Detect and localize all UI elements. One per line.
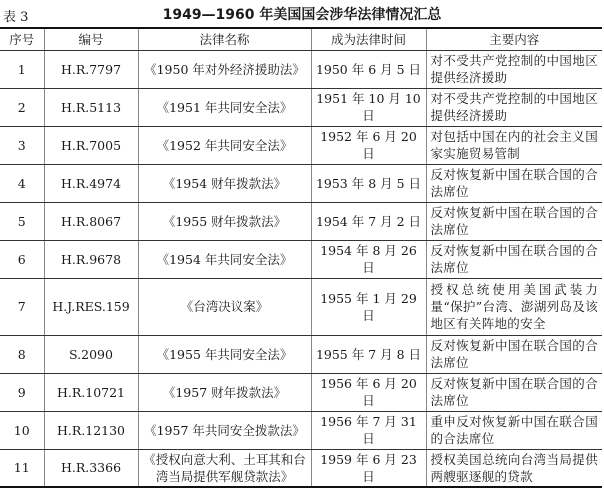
table-row xyxy=(0,335,602,373)
cell-code: H.R.9678 xyxy=(44,240,138,278)
cell-no: 5 xyxy=(0,202,44,240)
cell-law-name: 《1952 年共同安全法》 xyxy=(138,126,311,164)
cell-content: 反对恢复新中国在联合国的合法席位 xyxy=(426,240,602,278)
cell-law-name: 《1957 财年拨款法》 xyxy=(138,373,311,411)
cell-law-name: 《1957 年共同安全拨款法》 xyxy=(138,411,311,449)
cell-law-name: 《1955 财年拨款法》 xyxy=(138,202,311,240)
cell-content: 反对恢复新中国在联合国的合法席位 xyxy=(426,373,602,411)
column-header-code: 编号 xyxy=(44,28,138,50)
table-title: 1949—1960 年美国国会涉华法律情况汇总 xyxy=(162,7,442,23)
cell-code: H.R.8067 xyxy=(44,202,138,240)
cell-law-name: 《1955 年共同安全法》 xyxy=(138,335,311,373)
cell-code: S.2090 xyxy=(44,335,138,373)
cell-content: 反对恢复新中国在联合国的合法席位 xyxy=(426,335,602,373)
cell-content: 对包括中国在内的社会主义国家实施贸易管制 xyxy=(426,126,602,164)
table-row xyxy=(0,88,602,126)
column-header-content: 主要内容 xyxy=(426,28,602,50)
cell-code: H.R.3366 xyxy=(44,449,138,487)
cell-no: 4 xyxy=(0,164,44,202)
cell-law-name: 《台湾决议案》 xyxy=(138,278,311,335)
cell-no: 9 xyxy=(0,373,44,411)
cell-date: 1954 年 7 月 2 日 xyxy=(311,202,426,240)
cell-content: 反对恢复新中国在联合国的合法席位 xyxy=(426,202,602,240)
cell-no: 1 xyxy=(0,50,44,88)
column-header-no: 序号 xyxy=(0,28,44,50)
cell-law-name: 《1954 财年拨款法》 xyxy=(138,164,311,202)
table-row xyxy=(0,50,602,88)
cell-code: H.R.10721 xyxy=(44,373,138,411)
cell-content: 对不受共产党控制的中国地区提供经济援助 xyxy=(426,50,602,88)
cell-no: 10 xyxy=(0,411,44,449)
cell-date: 1953 年 8 月 5 日 xyxy=(311,164,426,202)
table-caption xyxy=(0,2,604,26)
cell-content: 授权总统使用美国武装力量“保护”台湾、澎湖列岛及该地区有关阵地的安全 xyxy=(426,278,602,335)
table-row xyxy=(0,373,602,411)
cell-date: 1956 年 6 月 20 日 xyxy=(311,373,426,411)
table-row xyxy=(0,449,602,487)
table-row xyxy=(0,278,602,335)
cell-content: 反对恢复新中国在联合国的合法席位 xyxy=(426,164,602,202)
cell-law-name: 《1954 年共同安全法》 xyxy=(138,240,311,278)
table-body xyxy=(0,50,602,487)
cell-date: 1952 年 6 月 20 日 xyxy=(311,126,426,164)
cell-code: H.R.7005 xyxy=(44,126,138,164)
cell-law-name: 《1950 年对外经济援助法》 xyxy=(138,50,311,88)
cell-law-name: 《授权向意大利、土耳其和台湾当局提供军舰贷款法》 xyxy=(138,449,311,487)
cell-code: H.J.RES.159 xyxy=(44,278,138,335)
cell-content: 对不受共产党控制的中国地区提供经济援助 xyxy=(426,88,602,126)
table-row xyxy=(0,411,602,449)
cell-law-name: 《1951 年共同安全法》 xyxy=(138,88,311,126)
cell-date: 1955 年 7 月 8 日 xyxy=(311,335,426,373)
cell-no: 7 xyxy=(0,278,44,335)
cell-date: 1955 年 1 月 29 日 xyxy=(311,278,426,335)
cell-code: H.R.5113 xyxy=(44,88,138,126)
column-header-name: 法律名称 xyxy=(138,28,311,50)
cell-date: 1956 年 7 月 31 日 xyxy=(311,411,426,449)
cell-no: 2 xyxy=(0,88,44,126)
cell-no: 3 xyxy=(0,126,44,164)
cell-date: 1954 年 8 月 26 日 xyxy=(311,240,426,278)
laws-table xyxy=(0,27,602,488)
table-row xyxy=(0,202,602,240)
table-header-row xyxy=(0,28,602,50)
cell-no: 8 xyxy=(0,335,44,373)
table-row xyxy=(0,240,602,278)
table-row xyxy=(0,164,602,202)
cell-code: H.R.12130 xyxy=(44,411,138,449)
column-header-date: 成为法律时间 xyxy=(311,28,426,50)
cell-code: H.R.7797 xyxy=(44,50,138,88)
cell-date: 1951 年 10 月 10 日 xyxy=(311,88,426,126)
cell-no: 11 xyxy=(0,449,44,487)
table-number: 表 3 xyxy=(3,10,29,25)
cell-date: 1950 年 6 月 5 日 xyxy=(311,50,426,88)
cell-content: 重申反对恢复新中国在联合国的合法席位 xyxy=(426,411,602,449)
table-row xyxy=(0,126,602,164)
cell-code: H.R.4974 xyxy=(44,164,138,202)
cell-date: 1959 年 6 月 23 日 xyxy=(311,449,426,487)
cell-no: 6 xyxy=(0,240,44,278)
cell-content: 授权美国总统向台湾当局提供两艘驱逐舰的贷款 xyxy=(426,449,602,487)
